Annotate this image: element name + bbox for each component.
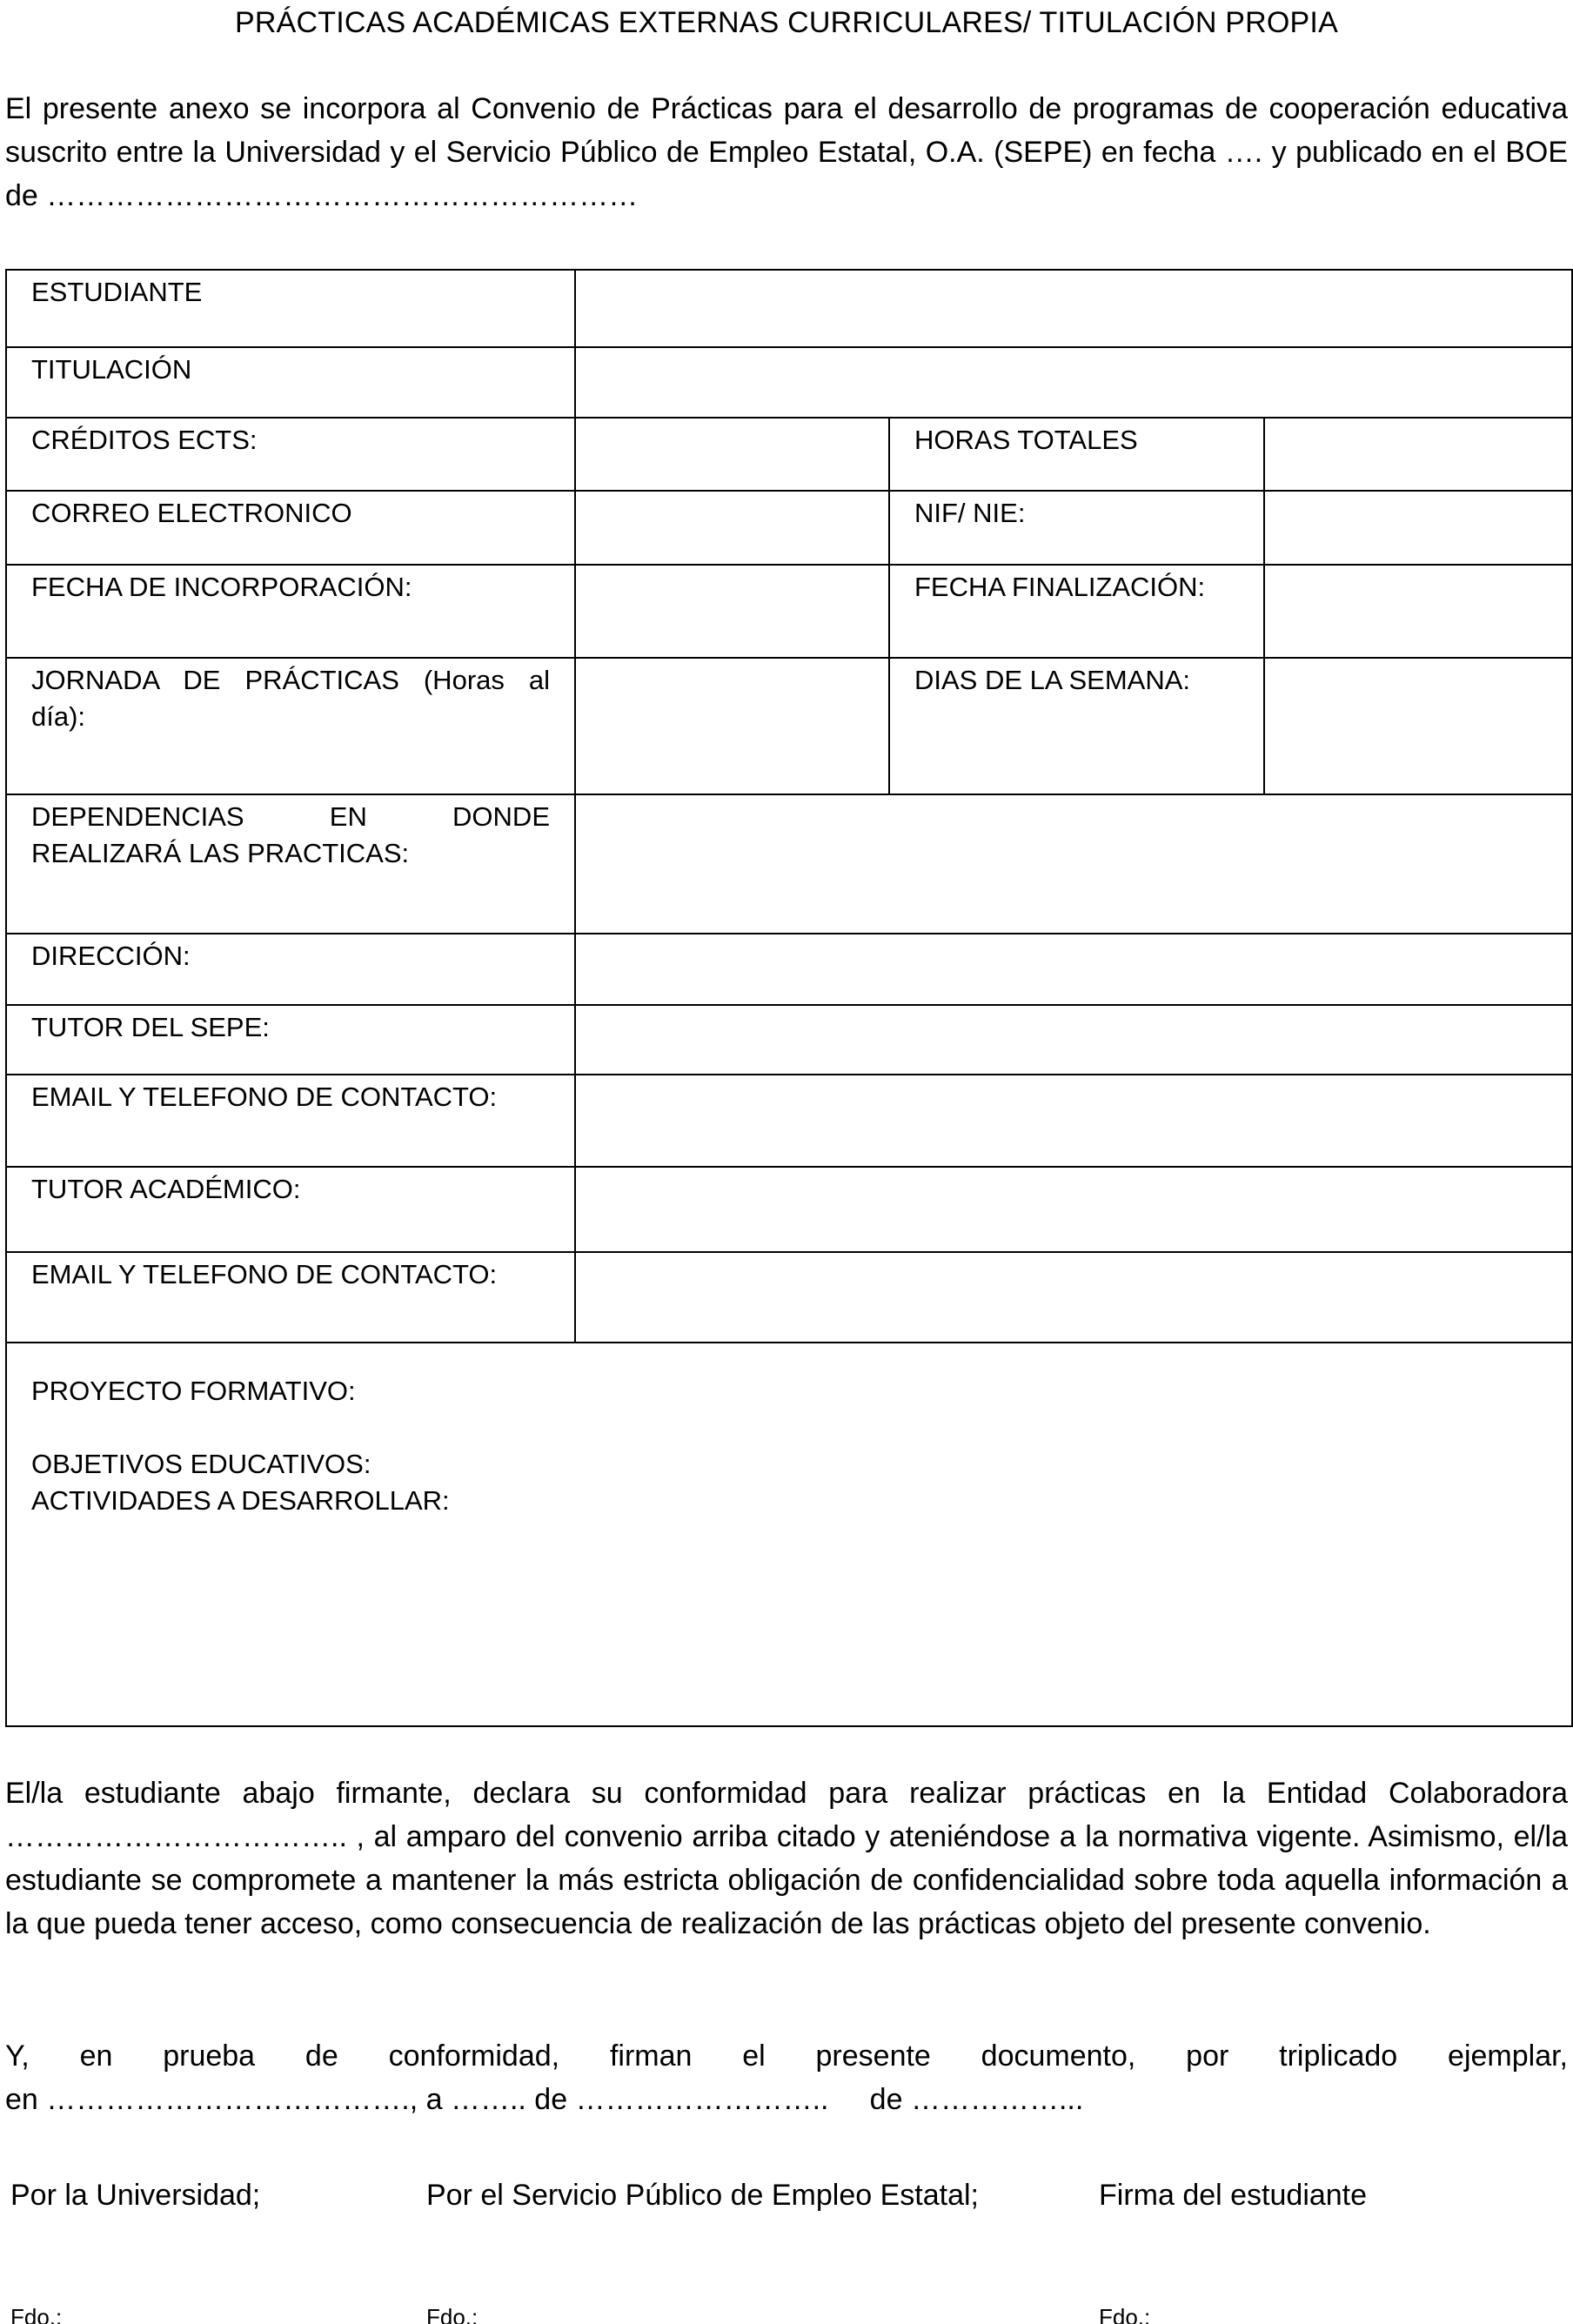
field-correo[interactable] — [575, 491, 889, 565]
label-fecha-finalizacion: FECHA FINALIZACIÓN: — [889, 565, 1264, 658]
row-titulacion — [6, 347, 1572, 418]
row-tutor-academico — [6, 1167, 1572, 1252]
label-creditos: CRÉDITOS ECTS: — [6, 418, 575, 491]
signature-sepe-label: Por el Servicio Público de Empleo Estatal; — [426, 2179, 979, 2212]
field-fecha-finalizacion[interactable] — [1264, 565, 1572, 658]
field-tutor-sepe[interactable] — [575, 1005, 1572, 1075]
row-proyecto-formativo — [6, 1343, 1572, 1726]
internship-form-table — [5, 269, 1573, 1727]
label-jornada-line2: día): — [31, 701, 86, 732]
field-titulacion[interactable] — [575, 347, 1572, 418]
fdo-estudiante: Fdo.: — [1099, 2304, 1151, 2324]
confirmation-line1: Y, en prueba de conformidad, firman el presente documento, por triplicado ejemplar, — [5, 2039, 1568, 2073]
label-jornada — [6, 658, 575, 794]
label-contacto-sepe: EMAIL Y TELEFONO DE CONTACTO: — [6, 1075, 575, 1167]
label-titulacion: TITULACIÓN — [6, 347, 575, 418]
field-contacto-academico[interactable] — [575, 1252, 1572, 1343]
signature-estudiante-label: Firma del estudiante — [1099, 2179, 1368, 2212]
row-contacto-academico — [6, 1252, 1572, 1343]
field-dias-semana[interactable] — [1264, 658, 1572, 794]
label-tutor-academico: TUTOR ACADÉMICO: — [6, 1167, 575, 1252]
declaration-paragraph: El/la estudiante abajo firmante, declara su conformidad para realizar prácticas en la Entidad Colaboradora …………………………….. , al amparo del convenio arriba citado y ateniéndose a la normativa vigente. Asimismo, el/la estudiante se compromete a mantener la más estricta obligación de confidencialidad sobre toda aquella información a la que pueda tener acceso, como consecuencia de realización de las prácticas objeto del presente convenio. — [5, 1777, 1568, 1940]
field-fecha-incorporacion[interactable] — [575, 565, 889, 658]
row-fechas — [6, 565, 1572, 658]
label-estudiante: ESTUDIANTE — [6, 270, 575, 347]
row-tutor-sepe — [6, 1005, 1572, 1075]
label-horas-totales: HORAS TOTALES — [889, 418, 1264, 491]
fdo-sepe: Fdo.: — [426, 2304, 479, 2324]
intro-paragraph: El presente anexo se incorpora al Convenio de Prácticas para el desarrollo de programas de cooperación educativa suscrito entre la Universidad y el Servicio Público de Empleo Estatal, O.A. (SEPE) en fecha …. y publicado en el BOE de …………………………………………………… — [5, 92, 1568, 212]
row-jornada — [6, 658, 1572, 794]
field-contacto-sepe[interactable] — [575, 1075, 1572, 1167]
label-dependencias-line1: DEPENDENCIAS EN DONDE — [31, 801, 550, 832]
row-correo — [6, 491, 1572, 565]
spacer — [31, 1410, 1547, 1446]
label-correo: CORREO ELECTRONICO — [6, 491, 575, 565]
label-dependencias-line2: REALIZARÁ LAS PRACTICAS: — [31, 838, 410, 868]
row-direccion — [6, 934, 1572, 1005]
label-tutor-sepe: TUTOR DEL SEPE: — [6, 1005, 575, 1075]
row-dependencias — [6, 794, 1572, 934]
signature-universidad-label: Por la Universidad; — [10, 2179, 261, 2212]
label-jornada-line1: JORNADA DE PRÁCTICAS (Horas al — [31, 665, 550, 695]
field-tutor-academico[interactable] — [575, 1167, 1572, 1252]
field-creditos[interactable] — [575, 418, 889, 491]
fdo-universidad: Fdo.: — [10, 2304, 63, 2324]
label-nif: NIF/ NIE: — [889, 491, 1264, 565]
label-direccion: DIRECCIÓN: — [6, 934, 575, 1005]
row-creditos — [6, 418, 1572, 491]
field-direccion[interactable] — [575, 934, 1572, 1005]
label-fecha-incorporacion: FECHA DE INCORPORACIÓN: — [6, 565, 575, 658]
row-estudiante — [6, 270, 1572, 347]
row-contacto-sepe — [6, 1075, 1572, 1167]
label-dependencias — [6, 794, 575, 934]
field-dependencias[interactable] — [575, 794, 1572, 934]
field-horas-totales[interactable] — [1264, 418, 1572, 491]
label-proyecto-formativo: PROYECTO FORMATIVO: — [31, 1376, 356, 1406]
confirmation-paragraph — [5, 2034, 1568, 2121]
label-contacto-academico: EMAIL Y TELEFONO DE CONTACTO: — [6, 1252, 575, 1343]
field-jornada[interactable] — [575, 658, 889, 794]
document-title: PRÁCTICAS ACADÉMICAS EXTERNAS CURRICULARES/ TITULACIÓN PROPIA — [235, 6, 1338, 39]
label-actividades: ACTIVIDADES A DESARROLLAR: — [31, 1485, 450, 1516]
field-estudiante[interactable] — [575, 270, 1572, 347]
label-dias-semana: DIAS DE LA SEMANA: — [889, 658, 1264, 794]
field-nif[interactable] — [1264, 491, 1572, 565]
confirmation-line2: en ………………………………., a …….. de …………………….. de ……………... — [5, 2083, 1084, 2116]
label-objetivos-educativos: OBJETIVOS EDUCATIVOS: — [31, 1449, 371, 1479]
field-proyecto-formativo[interactable] — [6, 1343, 1572, 1726]
